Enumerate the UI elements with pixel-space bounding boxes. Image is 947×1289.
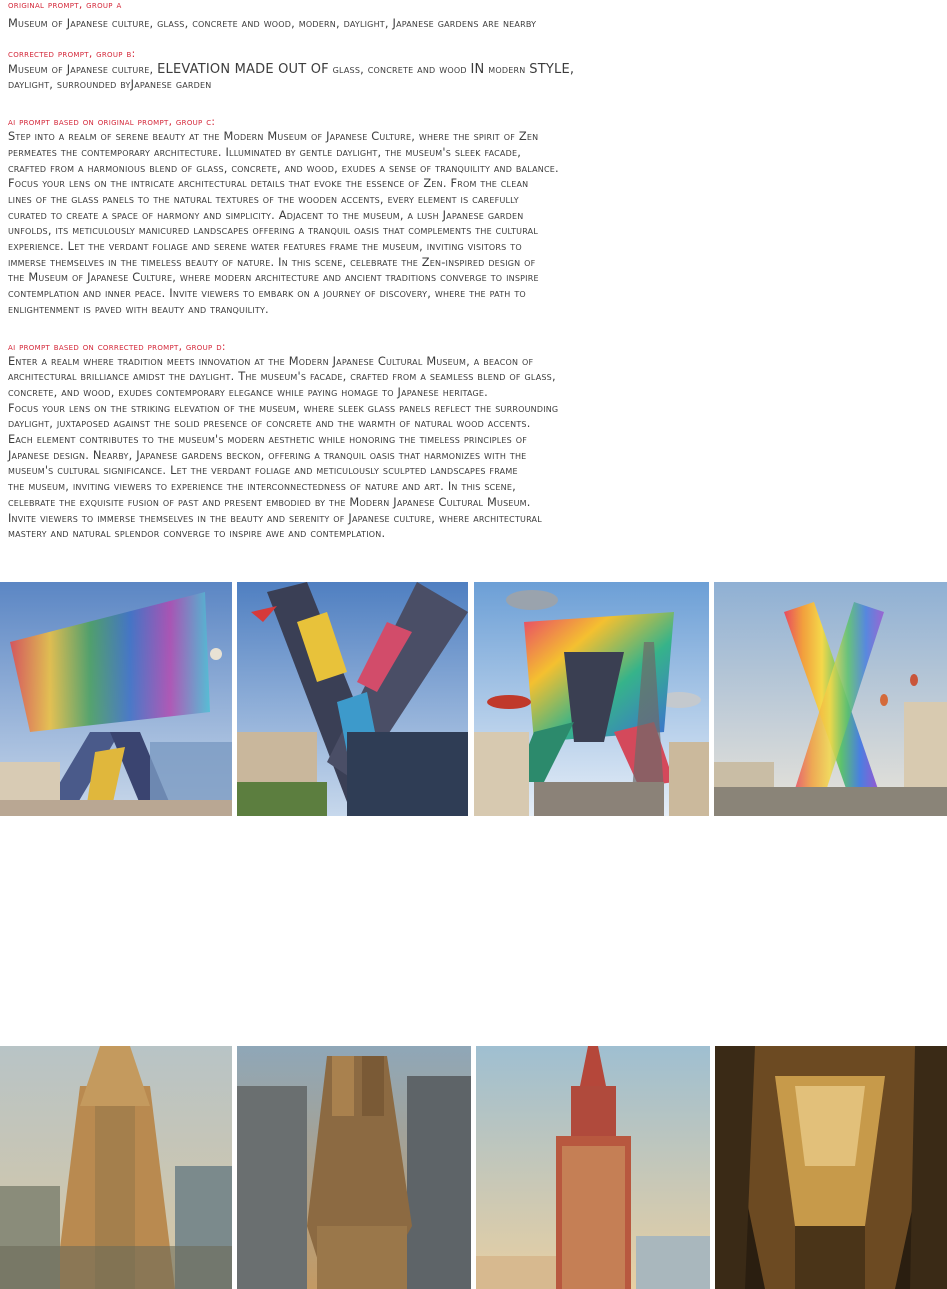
image-golden-skyscraper-painting (0, 1046, 232, 1289)
prompt-group-d: Enter a realm where tradition meets innovation at the Modern Japanese Cultural Museum, a beacon of architectural brilliance amidst the daylight. The museum's facade, crafted from a seamless blend of glass, concrete, and wood, exudes contemporary elegance while paying homage to Japanese heritage. Focus your lens on the striking elevation of the museum, where sleek glass panels reflect the surrounding daylight, juxtaposed against the solid presence of concrete and the warmth of natural wood accents. Each element contributes to the museum's modern aesthetic while honoring the timeless principles of Japanese design. Nearby, Japanese gardens beckon, offering a tranquil oasis that harmonizes with the museum's cultural significance. Let the verdant foliage and meticulously sculpted landscapes frame the museum, inviting viewers to experience the interconnectedness of nature and art. In this scene, celebrate the exquisite fusion of past and present embodied by the Modern Japanese Cultural Museum. Invite viewers to immerse themselves in the beauty and serenity of Japanese culture, where architectural mastery and natural splendor converge to inspire awe and contemplation. (8, 353, 559, 541)
heading-group-a: original prompt, group a (8, 0, 122, 11)
image-aerial-gothic-tower (237, 1046, 471, 1289)
image-downward-golden-tower-view (715, 1046, 947, 1289)
image-x-building-paris-closeup (237, 582, 468, 816)
prompt-b-emphasis: STYLE, (529, 61, 575, 77)
prompt-group-c: Step into a realm of serene beauty at the Modern Museum of Japanese Culture, where the spirit of Zen permeates the contemporary architecture. Illuminated by gentle daylight, the museum's sleek facade, crafted from a harmonious blend of glass, concrete, and wood, exudes a sense of tranquility and balance. Focus your lens on the intricate architectural details that evoke the essence of Zen. From the clean lines of the glass panels to the natural textures of the wooden accents, every element is carefully curated to create a space of harmony and simplicity. Adjacent to the museum, a lush Japanese garden unfolds, its meticulously manicured landscapes offering a tranquil oasis that complements the cultural experience. Let the verdant foliage and serene water features frame the museum, inviting visitors to immerse themselves in the timeless beauty of nature. In this scene, celebrate the Zen-inspired design of the Museum of Japanese Culture, where modern architecture and ancient traditions converge to inspire contemplation and inner peace. Invite viewers to embark on a journey of discovery, where the path to enlightenment is paved with beauty and tranquility. (8, 129, 559, 316)
prompt-b-part: daylight, surrounded byJapanese garden (8, 77, 212, 92)
image-rainbow-x-arch-paris (714, 582, 947, 816)
prompt-group-b (8, 62, 708, 93)
heading-group-d: ai prompt based on corrected prompt, group d: (8, 340, 226, 353)
prompt-b-part: glass, concrete and wood (328, 61, 471, 76)
prompt-b-emphasis: IN (470, 61, 485, 77)
image-red-gothic-tower-sunset (476, 1046, 710, 1289)
heading-group-c: ai prompt based on original prompt, group c: (8, 116, 216, 129)
prompt-group-a: Museum of Japanese culture, glass, concrete and wood, modern, daylight, Japanese gardens are nearby (8, 16, 537, 30)
image-colorful-glass-x-building (0, 582, 232, 816)
heading-group-b: corrected prompt, group b: (8, 47, 136, 60)
prompt-b-part: Museum of Japanese culture, (8, 61, 158, 76)
prompt-b-emphasis: ELEVATION MADE OUT OF (157, 61, 329, 77)
prompt-b-part: modern (484, 61, 530, 76)
image-graffiti-x-building-zeppelins (474, 582, 709, 816)
prompt-text-block (8, 0, 708, 542)
